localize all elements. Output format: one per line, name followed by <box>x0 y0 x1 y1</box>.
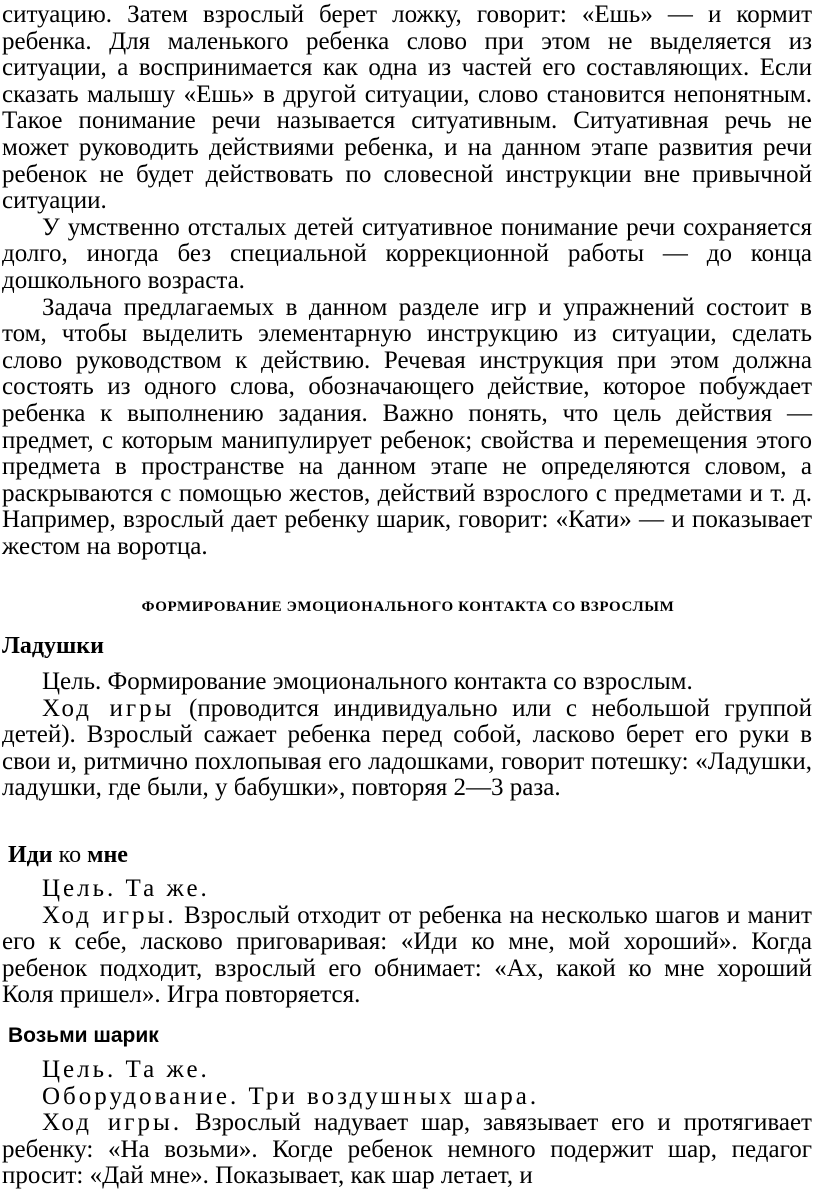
intro-paragraph-3: Задача предлагаемых в данном разделе игр и упражнений состоит в том, чтобы выделить элементарную инструкцию из ситуации, сделать слово руководством к действию. Речевая инструкция при этом должна состоять из одного слова, обозначающего действие, которое побуждает ребенка к выполнению задания. Важно понять, что цель действия — предмет, с которым манипулирует ребенок; свойства и перемещения этого предмета в пространстве на данном этапе не определяются словом, а раскрываются с помощью жестов, действий взрослого с предметами и т. д. Например, взрослый дает ребенку шарик, говорит: «Кати» — и показывает жестом на воротца. <box>2 293 812 560</box>
game-title-idi-ko-mne <box>8 841 128 869</box>
title-part: ко <box>52 842 88 868</box>
intro-paragraph-2: У умственно отсталых детей ситуативное понимание речи сохраняется долго, иногда без специальной коррекционной работы — до конца дошкольного возраста. <box>2 213 812 294</box>
game-ladushki-course <box>2 696 812 802</box>
course-label: Ход игры. <box>42 901 177 929</box>
section-title: ФОРМИРОВАНИЕ ЭМОЦИОНАЛЬНОГО КОНТАКТА СО ВЗРОСЛЫМ <box>141 599 675 615</box>
equipment-text: Оборудование. Три воздушных шара. <box>42 1082 540 1110</box>
course-text: (проводится индивидуально или с небольшой группой детей). Взрослый сажает ребенка перед собой, ласково берет его руки в свои и, ритмично похлопывая его ладошками, говорит потешку: «Ладушки, ладушки, где были, у бабушки», повторяя 2—3 раза. <box>2 694 812 802</box>
goal-text: Цель. Та же. <box>42 1056 210 1083</box>
game-title-ladushki: Ладушки <box>2 633 104 659</box>
game-idi-ko-mne-course <box>2 903 812 1009</box>
intro-paragraph-1: ситуацию. Затем взрослый берет ложку, говорит: «Ешь» — и кормит ребенка. Для маленького ребенка слово при этом не выделяется из ситуации, а воспринимается как одна из частей его составляющих. Если сказать малышу «Ешь» в другой ситуации, слово становится непонятным. Такое понимание речи называется ситуативным. Ситуативная речь не может руководить действиями ребенка, и на данном этапе развития речи ребенок не будет действовать по словесной инструкции вне привычной ситуации. <box>2 1 812 215</box>
goal-text: Цель. Та же. <box>42 875 210 902</box>
game-vozmi-sharik-body <box>2 1057 812 1190</box>
game-idi-ko-mne-goal <box>2 876 812 903</box>
course-label: Ход игры. <box>42 1109 183 1137</box>
game-idi-ko-mne-body <box>2 876 812 1009</box>
game-title-vozmi-sharik: Возьми шарик <box>8 1024 159 1047</box>
title-part: Иди <box>8 842 53 868</box>
intro-text <box>2 2 812 560</box>
course-label: Ход игры <box>42 694 175 722</box>
course-text: Взрослый надувает шар, завязывает его и протягивает ребенку: «На возьми». Когде ребенок немного подержит шар, педагог просит: «Дай мне». Показывает, как шар летает, и <box>2 1109 812 1190</box>
course-text: Взрослый отходит от ребенка на несколько шагов и манит его к себе, ласково приговаривая: «Иди ко мне, мой хороший». Когда ребенок подходит, взрослый его обнимает: «Ах, какой ко мне хороший Коля пришел». Игра повторяется. <box>2 901 812 1009</box>
game-vozmi-sharik-course <box>2 1110 812 1190</box>
game-ladushki-body <box>2 669 812 802</box>
game-vozmi-sharik-equipment <box>2 1084 812 1111</box>
game-ladushki-goal: Цель. Формирование эмоционального контакта со взрослым. <box>42 668 693 695</box>
game-vozmi-sharik-goal <box>2 1057 812 1084</box>
title-part: мне <box>87 842 128 868</box>
